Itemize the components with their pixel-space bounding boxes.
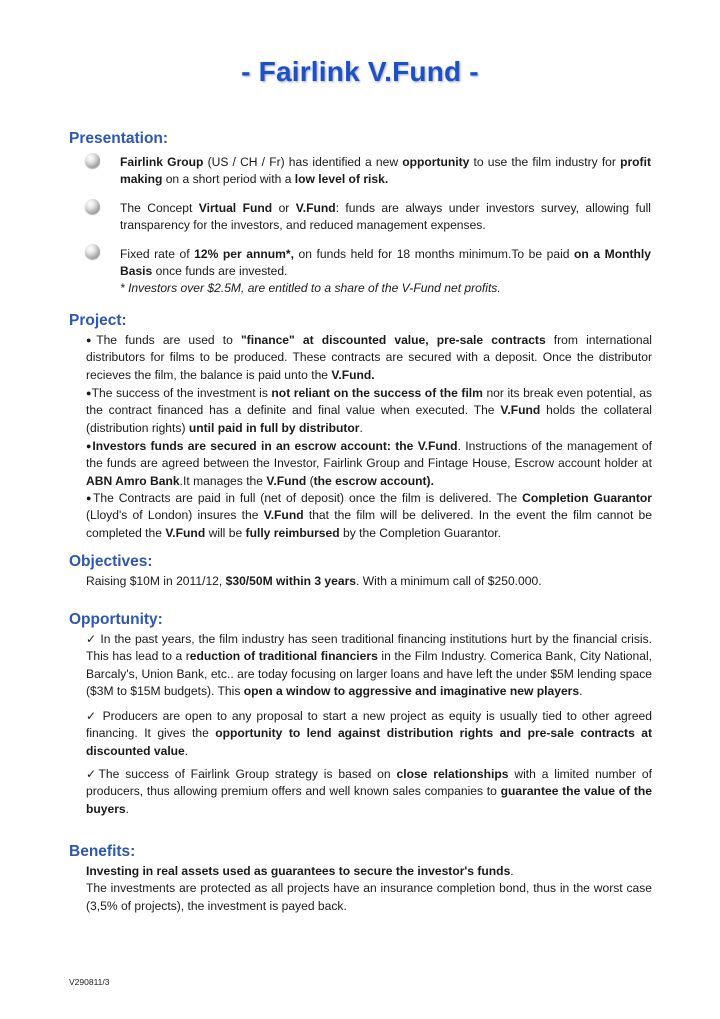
document-version: V290811/3 [69, 977, 110, 987]
checkmark-icon: ✓ [86, 632, 97, 646]
heading-objectives: Objectives: [69, 553, 153, 570]
project-item-3: ●Investors funds are secured in an escrow account: the V.Fund. Instructions of the management of the funds are agreed between the Investor, Fairlink Group and Fintage House, Escrow account holder at ABN Amro Bank.It manages the V.Fund (the escrow account). [86, 439, 653, 488]
opportunity-item-1: ✓ In the past years, the film industry has seen traditional financing institutions hurt by the financial crisis. This has lead to a reduction of traditional financiers in the Film Industry. Comerica Bank, City National, Barcaly's, Union Bank, etc.. are today focusing on larger loans and have left the under $5M lending space ($3M to $15M budgets). This open a window to aggressive and imaginative new players. [86, 632, 652, 699]
heading-presentation: Presentation: [69, 130, 169, 147]
project-item-1: ●The funds are used to "finance" at discounted value, pre-sale contracts from international distributors for films to be produced. These contracts are secured with a deposit. Once the distributor recieves the film, the balance is paid unto the V.Fund. [86, 333, 652, 382]
heading-benefits: Benefits: [69, 843, 136, 860]
benefits-text: Investing in real assets used as guarantees to secure the investor's funds. The investments are protected as all projects have an insurance completion bond, thus in the worst case (3,5% of projects), the investment is payed back. [86, 864, 652, 913]
presentation-item-1: Fairlink Group (US / CH / Fr) has identified a new opportunity to use the film industry for profit making on a short period with a low level of risk. [120, 155, 651, 187]
presentation-item-2: The Concept Virtual Fund or V.Fund: funds are always under investors survey, allowing full transparency for the investors, and reduced management expenses. [120, 201, 651, 233]
opportunity-item-3: ✓The success of Fairlink Group strategy is based on close relationships with a limited number of producers, thus allowing premium offers and well known sales companies to guarantee the value of the buyers. [86, 767, 653, 816]
checkmark-icon: ✓ [86, 767, 99, 781]
presentation-item-3: Fixed rate of 12% per annum*, on funds held for 18 months minimum.To be paid on a Monthly Basis once funds are invested. [120, 247, 651, 279]
heading-project: Project: [69, 312, 127, 329]
project-item-4: ●The Contracts are paid in full (net of deposit) once the film is delivered. The Completion Guarantor (Lloyd's of London) insures the V.Fund that the film will be delivered. In the event the film cannot be completed the V.Fund will be fully reimbursed by the Completion Guarantor. [86, 491, 652, 540]
project-item-2: ●The success of the investment is not reliant on the success of the film nor its break even potential, as the contract financed has a definite and final value when executed. The V.Fund holds the collateral (distribution rights) until paid in full by distributor. [86, 386, 652, 435]
objectives-text: Raising $10M in 2011/12, $30/50M within 3 years. With a minimum call of $250.000. [86, 574, 542, 588]
sphere-bullet-icon [85, 199, 100, 214]
page-title: - Fairlink V.Fund - [241, 56, 479, 87]
checkmark-icon: ✓ [86, 709, 98, 723]
opportunity-item-2: ✓ Producers are open to any proposal to start a new project as equity is usually tied to other agreed financing. It gives the opportunity to lend against distribution rights and pre-sale contracts at discounted value. [86, 709, 652, 758]
sphere-bullet-icon [85, 244, 100, 259]
sphere-bullet-icon [85, 153, 100, 168]
heading-opportunity: Opportunity: [69, 611, 163, 628]
presentation-footnote: * Investors over $2.5M, are entitled to a share of the V-Fund net profits. [120, 281, 501, 295]
